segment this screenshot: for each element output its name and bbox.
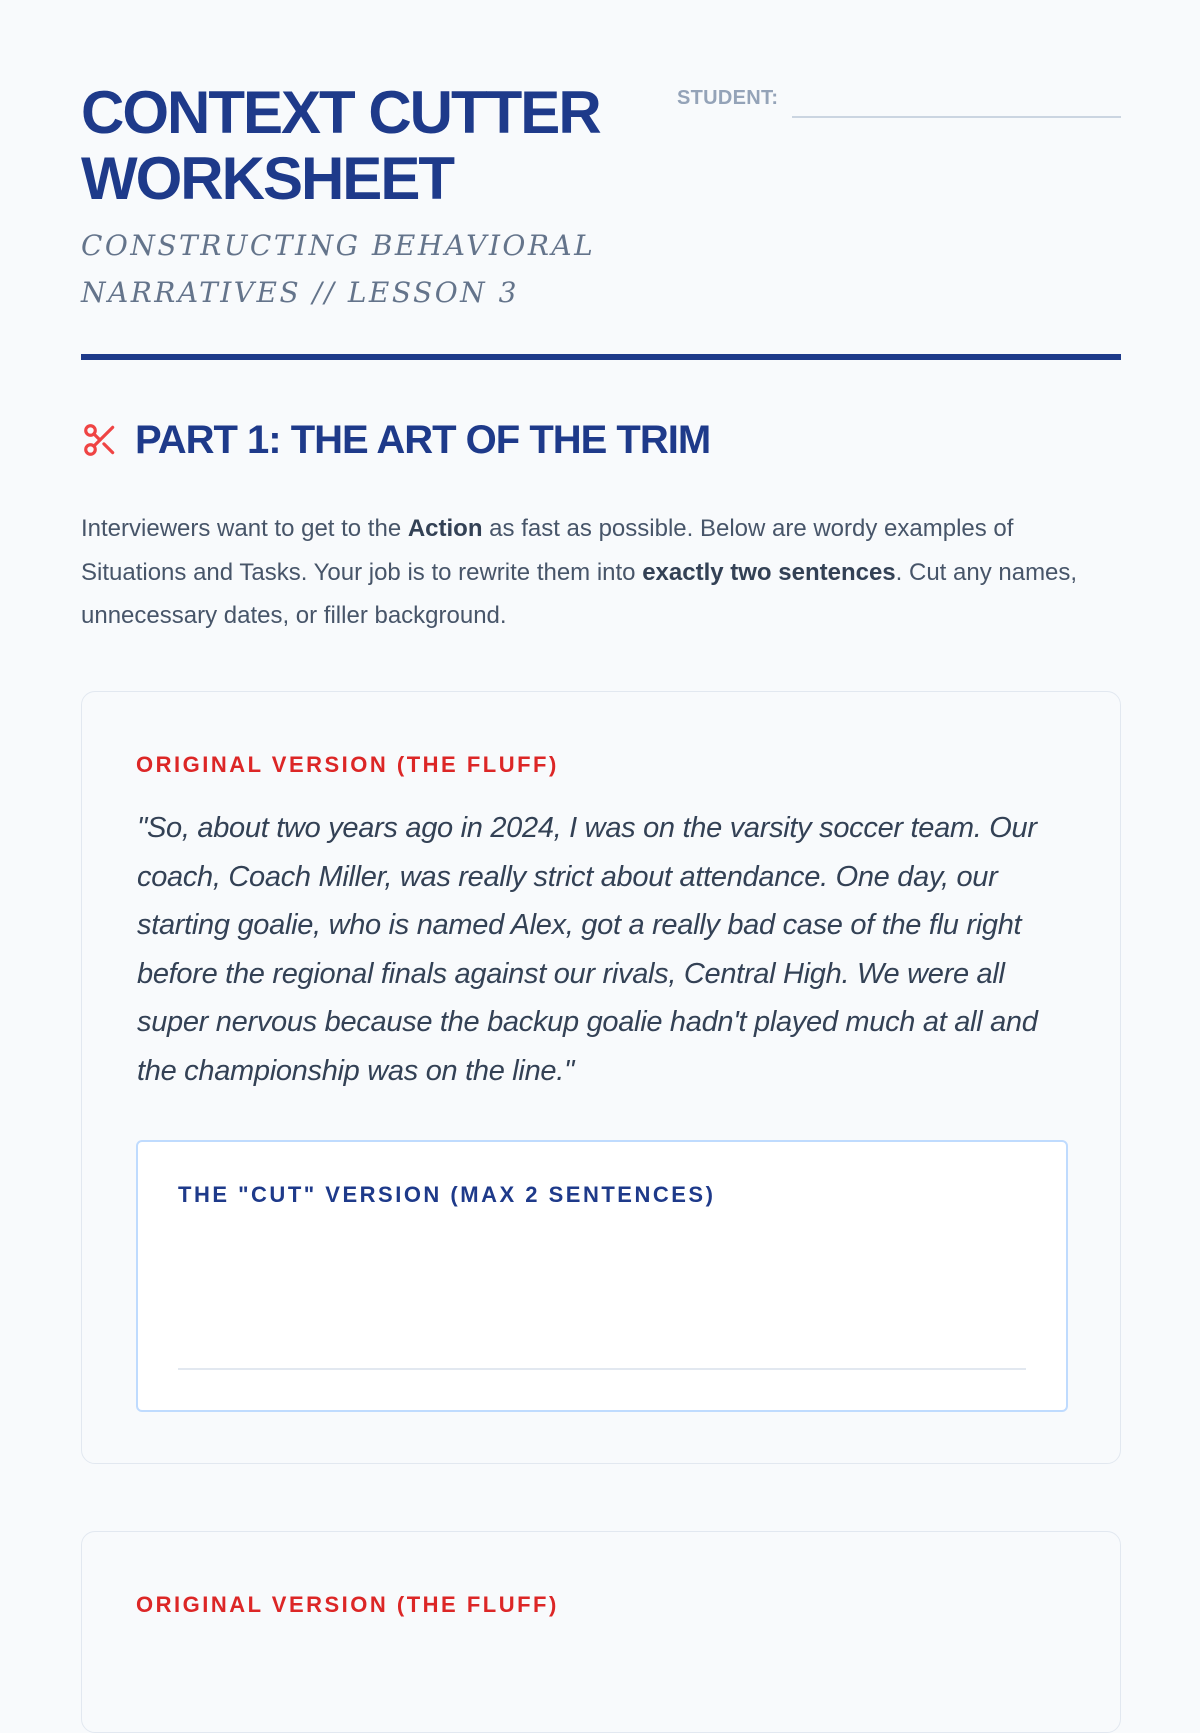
cut-version-answer-line[interactable] [178,1368,1026,1370]
cut-version-label: THE "CUT" VERSION (MAX 2 SENTENCES) [178,1182,716,1207]
intro-text-1: Interviewers want to get to the [81,515,408,542]
student-name-row [677,86,1121,110]
cut-version-box [136,1140,1068,1412]
scissors-icon [81,421,119,459]
original-version-label: ORIGINAL VERSION (THE FLUFF) [136,1592,559,1617]
student-name-field[interactable] [792,116,1121,118]
worksheet-page [81,0,1121,1617]
header-divider [81,354,1121,360]
original-version-text: "So, about two years ago in 2024, I was on the varsity soccer team. Our coach, Coach Miller, was really strict about attendance. One day, our starting goalie, who is named Alex, got a really bad case of the flu right before the regional finals against our rivals, Central High. We were all super nervous because the backup goalie hadn't played much at all and the championship was on the line." [137,812,1038,1087]
exercise-card [81,691,1121,1464]
part1-instructions [81,507,1121,638]
intro-emphasis-action: Action [407,515,483,542]
intro-text-2: as fast as possible. Below are wordy examples of Situations and Tasks. Your job is to rewrite them into [81,515,1014,586]
part1-title: PART 1: THE ART OF THE TRIM [135,418,711,462]
exercise-card [81,1531,1121,1733]
original-version-label: ORIGINAL VERSION (THE FLUFF) [136,752,559,777]
page-subtitle: CONSTRUCTING BEHAVIORAL NARRATIVES // LESSON 3 [81,229,596,309]
intro-emphasis-two-sentences: exactly two sentences [642,558,896,586]
part1-heading [81,416,710,464]
student-label: STUDENT: [677,87,779,109]
worksheet-header [81,0,1121,360]
intro-text-3: . Cut any names, unnecessary dates, or filler background. [81,558,1078,629]
page-title: CONTEXT CUTTER WORKSHEET [81,79,600,212]
